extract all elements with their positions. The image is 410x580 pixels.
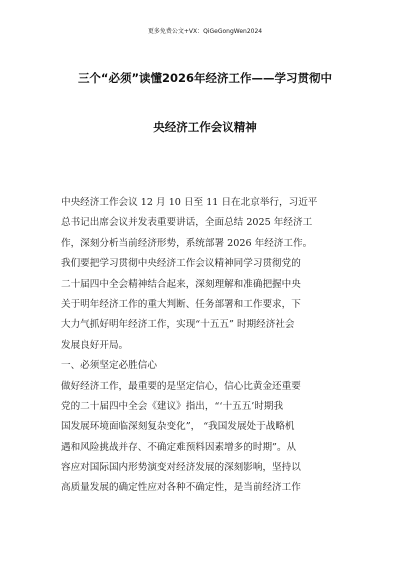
body-line: 中央经济工作会议 12 月 10 日至 11 日在北京举行，习近平 [61,197,318,208]
body-line: 作，深刻分析当前经济形势，系统部署 2026 年经济工作。 [61,237,313,249]
body-line: 遇和风险挑战并存、不确定难预料因素增多的时期”。从 [61,441,297,453]
body-line: 党的二十届四中全会《建议》指出，“‘十五五’时期我 [61,400,284,412]
body-line: 二十届四中全会精神结合起来，深刻理解和准确把握中央 [61,278,301,290]
body-line: 大力气抓好明年经济工作，实现“十五五” 时期经济社会 [61,319,295,331]
body-line: 国发展环境面临深刻复杂变化”， “我国发展处于战略机 [61,421,295,433]
document-body [61,193,361,499]
body-line: 我们要把学习贯彻中央经济工作会议精神同学习贯彻党的 [61,258,301,270]
body-line: 总书记出席会议并发表重要讲话，全面总结 2025 年经济工 [61,217,313,229]
body-line: 关于明年经济工作的重大判断、任务部署和工作要求，下 [61,298,301,310]
body-line: 做好经济工作，最重要的是坚定信心，信心比黄金还重要 [61,380,301,392]
body-line: 高质量发展的确定性应对各种不确定性，是当前经济工作 [61,482,301,494]
section-heading: 一、必须坚定必胜信心 [61,360,157,372]
header-note: 更多免费公文+VX：QiGeGongWen2024 [147,28,263,35]
document-title-line-1: 三个“必须”读懂2026年经济工作——学习贯彻中 [77,71,333,85]
body-line: 发展良好开局。 [61,339,129,351]
body-line: 容应对国际国内形势演变对经济发展的深刻影响，坚持以 [61,462,301,474]
document-title-line-2: 央经济工作会议精神 [153,120,257,134]
